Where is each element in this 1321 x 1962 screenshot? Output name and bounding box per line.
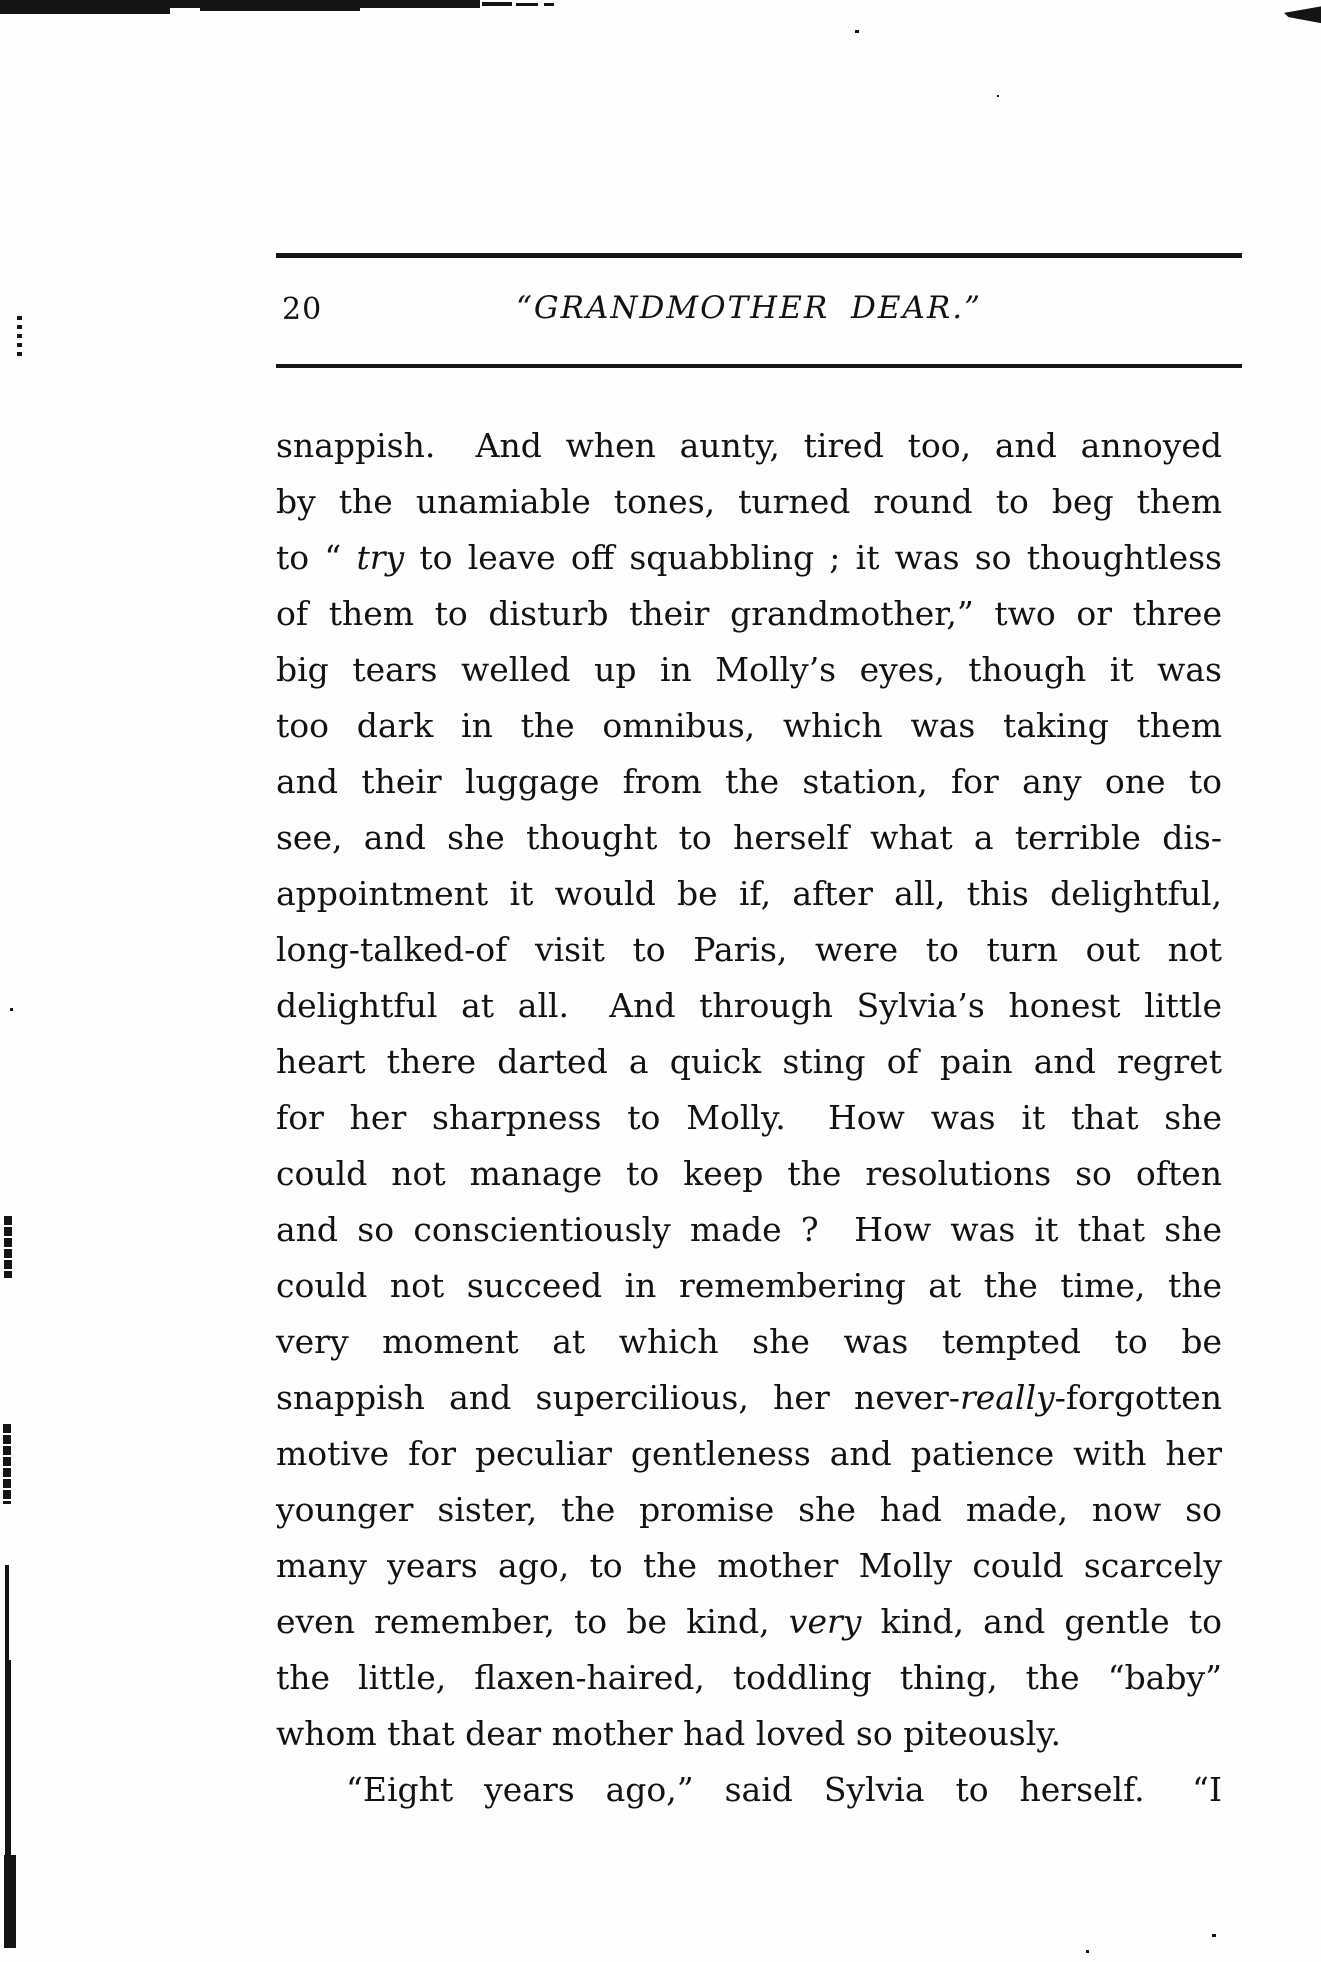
scan-artifact-top-bar-dash: [516, 3, 538, 6]
line-text: kind, and gentle to: [861, 1602, 1222, 1641]
text-line: [276, 922, 1222, 978]
line-text: delightful at all. And through Sylvia’s honest little: [276, 986, 1222, 1025]
line-text: and their luggage from the station, for any one to: [276, 762, 1222, 801]
text-line: [276, 1482, 1222, 1538]
line-text: of them to disturb their grandmother,” two or three: [276, 594, 1222, 633]
scan-artifact-top-bar-dash: [482, 2, 512, 6]
scan-artifact-speck: [1212, 1934, 1216, 1937]
text-line: [276, 1762, 1222, 1818]
line-text: even remember, to be kind,: [276, 1602, 789, 1641]
text-line: [276, 1650, 1222, 1706]
line-text: -forgotten: [1054, 1378, 1222, 1417]
text-line: [276, 586, 1222, 642]
line-text: big tears welled up in Molly’s eyes, though it was: [276, 650, 1222, 689]
running-head-title: “GRANDMOTHER DEAR.”: [516, 290, 982, 326]
text-line: [276, 1034, 1222, 1090]
text-line: [276, 474, 1222, 530]
line-text-italic: try: [356, 538, 405, 577]
text-line: [276, 1370, 1222, 1426]
scan-artifact-left-line: [4, 1855, 16, 1948]
line-text: whom that dear mother had loved so piteously.: [276, 1714, 1062, 1753]
line-text: to leave off squabbling ; it was so thoughtless: [404, 538, 1222, 577]
line-text: snappish. And when aunty, tired too, and annoyed: [276, 426, 1222, 465]
text-line: [276, 1594, 1222, 1650]
scan-artifact-top-bar-segment: [0, 6, 170, 14]
text-line: [276, 698, 1222, 754]
line-text: could not manage to keep the resolutions so often: [276, 1154, 1222, 1193]
scan-artifact-left-line: [5, 1565, 9, 1665]
scan-artifact-left-line: [5, 1660, 11, 1860]
scan-artifact-speck: [10, 1008, 13, 1011]
text-line: [276, 1146, 1222, 1202]
text-line: [276, 530, 1222, 586]
text-line: [276, 642, 1222, 698]
scan-artifact-speck: [855, 30, 859, 33]
page-header: [276, 288, 1222, 340]
scan-artifact-corner-wedge: [1284, 6, 1321, 24]
line-text: motive for peculiar gentleness and patience with her: [276, 1434, 1222, 1473]
line-text: for her sharpness to Molly. How was it that she: [276, 1098, 1222, 1137]
header-rule-bottom: [276, 364, 1242, 368]
scan-artifact-top-bar-dash: [544, 3, 554, 6]
line-text: long-talked-of visit to Paris, were to turn out not: [276, 930, 1222, 969]
text-line: [276, 418, 1222, 474]
scan-artifact-speck: [997, 95, 999, 97]
text-line: [276, 1314, 1222, 1370]
text-line: [276, 754, 1222, 810]
text-line: [276, 866, 1222, 922]
text-line: [276, 1706, 1222, 1762]
line-text: could not succeed in remembering at the time, the: [276, 1266, 1222, 1305]
text-line: [276, 810, 1222, 866]
header-rule-top: [276, 253, 1242, 258]
text-line: [276, 1538, 1222, 1594]
text-line: [276, 1090, 1222, 1146]
line-text: see, and she thought to herself what a terrible dis-: [276, 818, 1222, 857]
scan-artifact-left-dashes: [4, 1216, 12, 1278]
line-text: and so conscientiously made ? How was it that she: [276, 1210, 1222, 1249]
line-text-italic: very: [788, 1602, 862, 1641]
scan-artifact-top-bar-segment: [300, 8, 360, 11]
line-text: too dark in the omnibus, which was taking them: [276, 706, 1222, 745]
text-line: [276, 978, 1222, 1034]
line-text: appointment it would be if, after all, this delightful,: [276, 874, 1222, 913]
line-text: many years ago, to the mother Molly could scarcely: [276, 1546, 1222, 1585]
scan-artifact-left-dashes: [3, 1424, 11, 1504]
line-text: “Eight years ago,” said Sylvia to herself. “I: [346, 1770, 1222, 1809]
text-line: [276, 1258, 1222, 1314]
line-text: very moment at which she was tempted to be: [276, 1322, 1222, 1361]
line-text: heart there darted a quick sting of pain and regret: [276, 1042, 1222, 1081]
text-line: [276, 1426, 1222, 1482]
line-text: younger sister, the promise she had made, now so: [276, 1490, 1222, 1529]
line-text-italic: really: [959, 1378, 1055, 1417]
page-number: 20: [282, 292, 323, 327]
line-text: by the unamiable tones, turned round to beg them: [276, 482, 1222, 521]
text-line: [276, 1202, 1222, 1258]
line-text: to “: [276, 538, 357, 577]
line-text: the little, flaxen-haired, toddling thing, the “baby”: [276, 1658, 1222, 1697]
body-text-block: [276, 418, 1222, 1818]
line-text: snappish and supercilious, her never-: [276, 1378, 960, 1417]
scan-artifact-left-dots: [17, 316, 22, 358]
scan-artifact-speck: [1086, 1950, 1089, 1953]
